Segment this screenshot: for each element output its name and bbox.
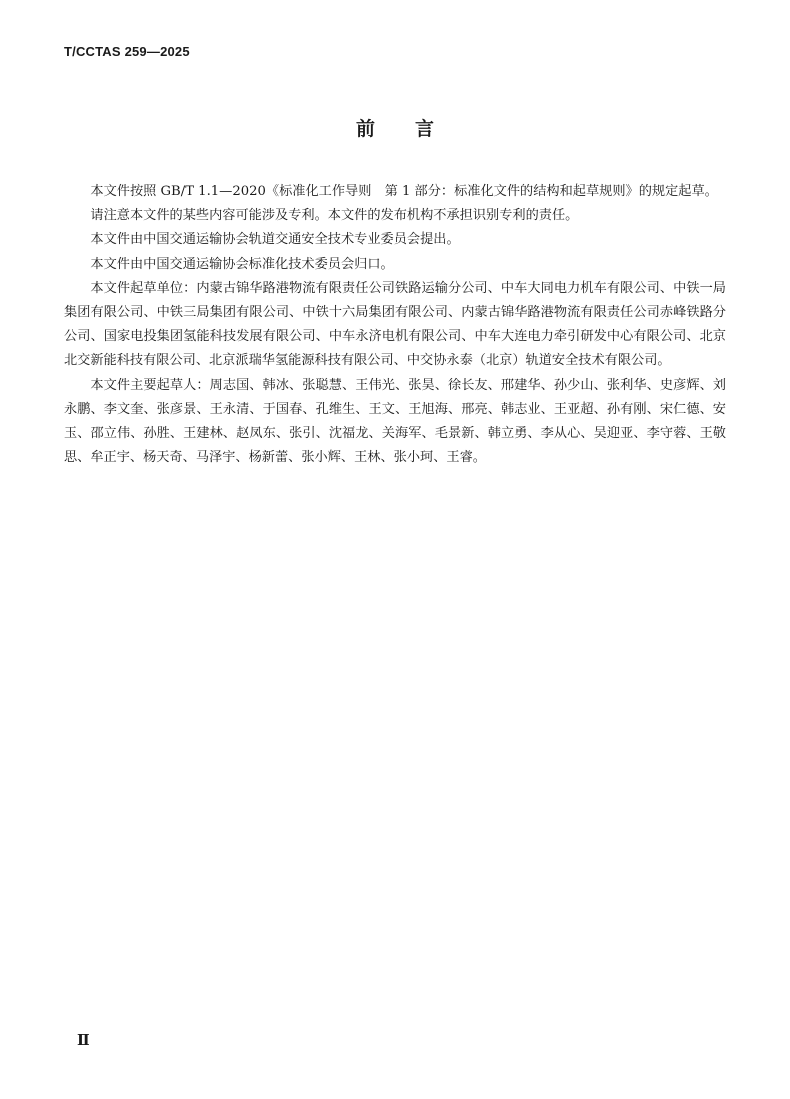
- paragraph-proposed-by: 本文件由中国交通运输协会轨道交通安全技术专业委员会提出。: [90, 232, 460, 248]
- paragraph-drafters: 本文件主要起草人：周志国、韩冰、张聪慧、王伟光、张昊、徐长友、邢建华、孙少山、张利华、史彦辉、刘永鹏、李文奎、张彦景、王永清、于国春、孔维生、王文、王旭海、邢亮、韩志业、王亚超、孙有刚、宋仁德、安玉、邵立伟、孙胜、王建林、赵凤东、张引、沈福龙、关海军、毛景新、韩立勇、李从心、吴迎亚、李守蓉、王敬思、牟正宇、杨天奇、马泽宇、杨新蕾、张小辉、王林、张小珂、王睿。: [64, 377, 726, 466]
- paragraph-centralized-by: 本文件由中国交通运输协会标准化技术委员会归口。: [90, 256, 394, 272]
- document-id: T/CCTAS 259—2025: [64, 44, 190, 59]
- page-number: Ⅱ: [77, 1031, 90, 1049]
- paragraph-patent-notice: 请注意本文件的某些内容可能涉及专利。本文件的发布机构不承担识别专利的责任。: [90, 208, 579, 224]
- paragraph-drafting-rules: 本文件按照 GB/T 1.1—2020《标准化工作导则 第 1 部分：标准化文件的结构和起草规则》的规定起草。: [90, 184, 718, 199]
- page-title: 前言: [355, 118, 474, 140]
- paragraph-drafting-units: 本文件起草单位：内蒙古锦华路港物流有限责任公司铁路运输分公司、中车大同电力机车有限公司、中铁一局集团有限公司、中铁三局集团有限公司、中铁十六局集团有限公司、内蒙古锦华路港物流有限责任公司赤峰铁路分公司、国家电投集团氢能科技发展有限公司、中车永济电机有限公司、中车大连电力牵引研发中心有限公司、北京北交新能科技有限公司、北京派瑞华氢能源科技有限公司、中交协永泰（北京）轨道安全技术有限公司。: [64, 280, 726, 369]
- preface-body: [64, 180, 726, 470]
